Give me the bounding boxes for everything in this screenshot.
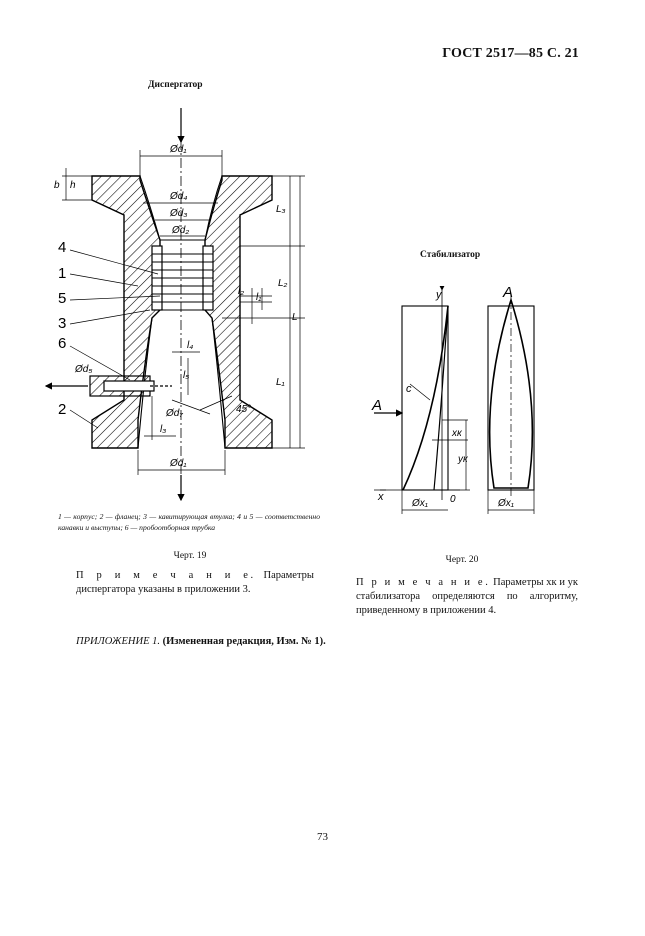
stabilizer-front-view	[488, 296, 534, 514]
dim-d2: Ød₂	[172, 225, 190, 236]
caption-fig20: Черт. 20	[445, 555, 479, 565]
dim-d5-right: l₅	[183, 370, 190, 381]
dim-l2: l₂	[238, 286, 245, 297]
stabilizer-title: Стабилизатор	[420, 250, 481, 260]
appendix-revision: (Измененная редакция, Изм. № 1).	[162, 636, 326, 647]
dim-L3: L₃	[276, 204, 286, 215]
dim-L: L	[292, 312, 298, 323]
dim-L2: L₂	[278, 278, 288, 289]
stab-yk: yк	[458, 454, 468, 465]
caption-fig19: Черт. 19	[173, 551, 207, 561]
note-prefix: П р и м е ч а н и е.	[356, 577, 491, 588]
note-text: Параметры диспергатора указаны в приложении 3.	[76, 570, 314, 595]
stab-x1-left: Øx₁	[412, 498, 428, 509]
appendix-line	[76, 636, 326, 647]
page-number: 73	[317, 831, 328, 843]
stab-xk: xк	[452, 428, 462, 439]
callout-4: 4	[58, 239, 67, 256]
stab-origin: 0	[450, 494, 456, 505]
dim-l1: l₁	[256, 292, 262, 303]
dim-d4: Ød₄	[170, 191, 188, 202]
callout-2: 2	[58, 401, 67, 418]
dim-d3: Ød₃	[170, 208, 188, 219]
callout-3: 3	[58, 315, 67, 332]
stab-x1-right: Øx₁	[498, 498, 514, 509]
dim-L1: L₁	[276, 377, 285, 388]
stab-view-A: A	[503, 284, 514, 301]
stab-flow-A-left: A	[372, 397, 383, 414]
dim-d1-top: Ød₁	[170, 144, 187, 155]
dim-l4: l₄	[187, 340, 194, 351]
stab-axis-x: x	[378, 491, 384, 503]
dispersant-title: Диспергатор	[148, 80, 203, 90]
stabilizer-note	[356, 576, 578, 618]
dispersant-legend: 1 — корпус; 2 — фланец; 3 — кавитирующая втулка; 4 и 5 — соответственно канавки и выступы; 6 — пробоотборная трубка	[58, 512, 320, 532]
dim-b: b	[54, 180, 60, 191]
stabilizer-side-view	[374, 290, 470, 514]
dim-d5: Ød₅	[75, 364, 93, 375]
stab-axis-y: y	[436, 289, 442, 301]
callout-1: 1	[58, 265, 67, 282]
callout-6: 6	[58, 335, 67, 352]
note-prefix: П р и м е ч а н и е.	[76, 570, 256, 581]
dim-d1-bottom: Ød₁	[170, 458, 187, 469]
note-text: Параметры xк и yк стабилизатора определяются по алгоритму, приведенному в приложении 4.	[356, 577, 578, 616]
page-header: ГОСТ 2517—85 С. 21	[442, 46, 579, 61]
dim-angle: 45°	[236, 404, 252, 415]
dim-l3: l₃	[160, 424, 167, 435]
dim-d7: Ød₇	[166, 408, 183, 419]
callout-5: 5	[58, 290, 67, 307]
stab-curve-c: c	[406, 383, 412, 395]
appendix-label: ПРИЛОЖЕНИЕ 1.	[76, 636, 160, 647]
dim-h: h	[70, 180, 76, 191]
dispersant-note	[76, 569, 314, 597]
